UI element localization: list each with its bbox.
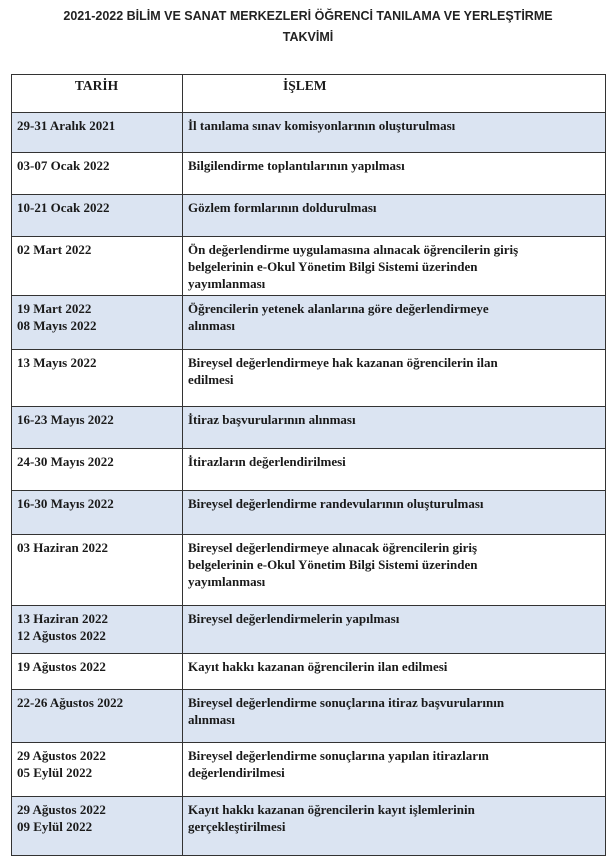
table-row [12, 490, 606, 534]
operation-text: Gözlem formlarının doldurulması [188, 199, 377, 215]
operation-text: İl tanılama sınav komisyonlarının oluşturulması [188, 118, 456, 133]
table-row [12, 606, 606, 654]
date-cell [12, 654, 183, 690]
operation-cell [183, 448, 606, 490]
table-row [12, 797, 606, 856]
operation-text: Kayıt hakkı kazanan öğrencilerin ilan edilmesi [188, 659, 448, 675]
date-text: 24-30 Mayıs 2022 [17, 453, 114, 469]
date-cell [12, 152, 183, 194]
date-text: 16-23 Mayıs 2022 [17, 411, 114, 427]
document-title [0, 6, 616, 48]
date-text: 12 Ağustos 2022 [17, 628, 106, 644]
operation-cell [183, 406, 606, 448]
date-text: 19 Mart 2022 [17, 300, 92, 316]
date-cell [12, 406, 183, 448]
date-text: 08 Mayıs 2022 [17, 317, 97, 333]
date-text: 29 Ağustos 2022 [17, 802, 106, 818]
table-row [12, 113, 606, 153]
date-text: 13 Mayıs 2022 [17, 355, 97, 371]
operation-cell [183, 194, 606, 236]
operation-text: Bireysel değerlendirmelerin yapılması [188, 611, 400, 627]
operation-text: yayımlanması [188, 275, 266, 291]
operation-text: Ön değerlendirme uygulamasına alınacak öğrencilerin giriş [188, 241, 519, 257]
operation-text: Kayıt hakkı kazanan öğrencilerin kayıt işlemlerinin [188, 802, 475, 818]
operation-cell [183, 606, 606, 654]
date-cell [12, 490, 183, 534]
operation-cell [183, 690, 606, 742]
operation-cell [183, 490, 606, 534]
table-row [12, 534, 606, 605]
operation-cell [183, 742, 606, 797]
table-row [12, 406, 606, 448]
date-text: 13 Haziran 2022 [17, 611, 108, 627]
operation-text: yayımlanması [188, 573, 266, 589]
date-cell [12, 448, 183, 490]
operation-text: edilmesi [188, 372, 234, 388]
date-cell [12, 534, 183, 605]
table-row [12, 194, 606, 236]
date-cell [12, 295, 183, 350]
date-text: 03-07 Ocak 2022 [17, 157, 110, 173]
operation-text: gerçekleştirilmesi [188, 819, 286, 835]
operation-cell [183, 350, 606, 407]
date-cell [12, 236, 183, 295]
operation-text: Bireysel değerlendirmeye alınacak öğrencilerin giriş [188, 539, 478, 555]
date-text: 03 Haziran 2022 [17, 539, 108, 555]
date-cell [12, 606, 183, 654]
table-row [12, 448, 606, 490]
title-line-1: 2021-2022 BİLİM VE SANAT MERKEZLERİ ÖĞRENCİ TANILAMA VE YERLEŞTİRME [63, 9, 553, 23]
table-row [12, 236, 606, 295]
date-text: 16-30 Mayıs 2022 [17, 495, 114, 511]
table-row [12, 654, 606, 690]
operation-text: belgelerinin e-Okul Yönetim Bilgi Sistemi üzerinden [188, 258, 478, 274]
operation-cell [183, 654, 606, 690]
date-text: 10-21 Ocak 2022 [17, 199, 110, 215]
operation-text: alınması [188, 317, 235, 333]
operation-text: Bireysel değerlendirmeye hak kazanan öğrencilerin ilan [188, 355, 498, 371]
operation-text: Bilgilendirme toplantılarının yapılması [188, 157, 405, 173]
title-line-2: TAKVİMİ [282, 30, 334, 44]
operation-cell [183, 152, 606, 194]
operation-cell [183, 534, 606, 605]
table-row [12, 152, 606, 194]
schedule-rows [12, 113, 606, 856]
date-cell [12, 194, 183, 236]
operation-cell [183, 113, 606, 153]
operation-text: İtiraz başvurularının alınması [188, 411, 356, 427]
date-text: 09 Eylül 2022 [17, 819, 93, 835]
date-text: 19 Ağustos 2022 [17, 659, 106, 675]
operation-text: Öğrencilerin yetenek alanlarına göre değerlendirmeye [188, 300, 489, 316]
table-row [12, 295, 606, 350]
operation-text: İtirazların değerlendirilmesi [188, 453, 346, 469]
operation-cell [183, 295, 606, 350]
operation-text: alınması [188, 712, 235, 728]
table-row [12, 690, 606, 742]
date-text: 29 Ağustos 2022 [17, 747, 106, 763]
table-row [12, 350, 606, 407]
operation-cell [183, 236, 606, 295]
header-row [12, 75, 606, 113]
date-column-header: TARİH [12, 75, 183, 113]
date-text: 22-26 Ağustos 2022 [17, 695, 124, 711]
date-cell [12, 742, 183, 797]
date-cell [12, 350, 183, 407]
date-cell [12, 690, 183, 742]
date-cell [12, 797, 183, 856]
operation-column-header: İŞLEM [183, 75, 606, 113]
operation-cell [183, 797, 606, 856]
date-cell [12, 113, 183, 153]
date-text: 29-31 Aralık 2021 [17, 118, 116, 133]
table-row [12, 742, 606, 797]
schedule-table [11, 74, 606, 856]
operation-text: Bireysel değerlendirme randevularının oluşturulması [188, 495, 484, 511]
operation-text: belgelerinin e-Okul Yönetim Bilgi Sistemi üzerinden [188, 556, 478, 572]
operation-text: değerlendirilmesi [188, 764, 285, 780]
date-text: 05 Eylül 2022 [17, 764, 93, 780]
date-text: 02 Mart 2022 [17, 241, 92, 257]
operation-text: Bireysel değerlendirme sonuçlarına itiraz başvurularının [188, 695, 505, 711]
operation-text: Bireysel değerlendirme sonuçlarına yapılan itirazların [188, 747, 489, 763]
